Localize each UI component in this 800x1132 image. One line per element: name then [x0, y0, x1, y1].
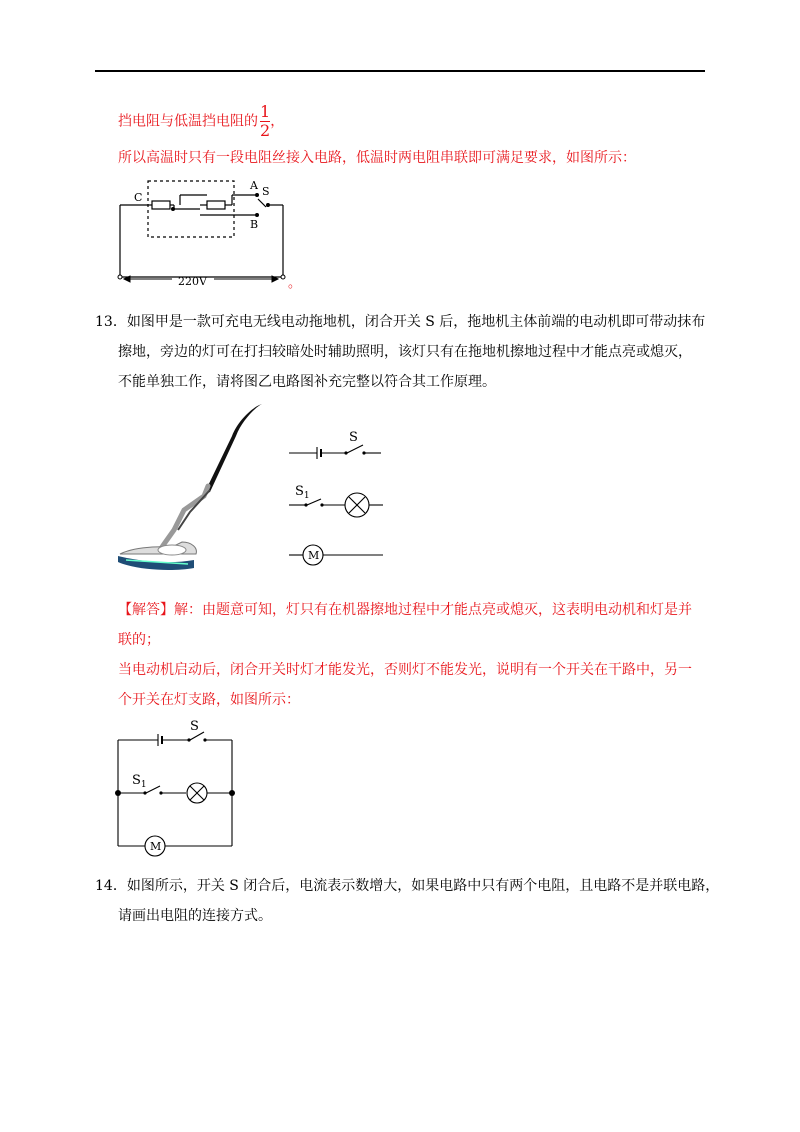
answer-line-2: 所以高温时只有一段电阻丝接入电路，低温时两电阻串联即可满足要求，如图所示：: [118, 150, 636, 166]
label-s: S: [262, 185, 270, 198]
answer-switch-s1-label: $S_1$: [132, 773, 147, 790]
label-c: C: [134, 191, 143, 204]
answer-line-1-prefix: 挡电阻与低温挡电阻的: [118, 113, 258, 130]
header-rule: [95, 70, 705, 72]
answer13-line-1: [118, 600, 692, 620]
circuit-parts-diagram: [285, 425, 395, 565]
circuit-diagram-heating: [110, 175, 310, 290]
answer-line-1-suffix: ，: [270, 113, 285, 130]
answer13-line-1-text: 解：由题意可知，灯只有在机器擦地过程中才能点亮或熄灭，这表明电动机和灯是并: [174, 602, 692, 618]
parts-motor-label: M: [308, 549, 320, 562]
parts-switch-s1-label: $S_1$: [295, 484, 310, 501]
label-voltage: 220V: [178, 275, 207, 288]
fraction-numerator: 1: [260, 102, 271, 121]
answer13-tag: 【解答】: [118, 602, 174, 618]
q13-line-3: 不能单独工作，请将图乙电路图补充完整以符合其工作原理。: [118, 374, 496, 390]
answer-motor-label: M: [150, 840, 162, 853]
q14-line-1: 14．如图所示，开关 S 闭合后，电流表示数增大，如果电路中只有两个电阻，且电路不是并联电路，: [95, 878, 720, 894]
q14-line-2: 请画出电阻的连接方式。: [118, 908, 272, 924]
answer-line-1: [118, 104, 284, 139]
answer13-line-3: 当电动机启动后，闭合开关时灯才能发光，否则灯不能发光，说明有一个开关在干路中，另一: [118, 662, 692, 678]
mop-illustration: [112, 400, 282, 580]
fraction-denominator: 2: [260, 121, 271, 140]
q13-line-2: 擦地，旁边的灯可在打扫较暗处时辅助照明，该灯只有在拖地机擦地过程中才能点亮或熄灭，: [118, 344, 692, 360]
answer13-line-4: 个开关在灯支路，如图所示：: [118, 692, 300, 708]
circuit1-period: 。: [288, 276, 302, 291]
answer13-line-2: 联的；: [118, 632, 160, 648]
circuit-diagram-answer: [110, 718, 245, 858]
parts-switch-s-label: S: [349, 430, 358, 445]
label-a: A: [250, 179, 258, 192]
q13-line-1: 13．如图甲是一款可充电无线电动拖地机，闭合开关 S 后，拖地机主体前端的电动机即可带动抹布: [95, 314, 706, 330]
label-b: B: [250, 218, 259, 231]
fraction-half: [260, 104, 270, 139]
answer-switch-s-label: S: [190, 719, 199, 734]
